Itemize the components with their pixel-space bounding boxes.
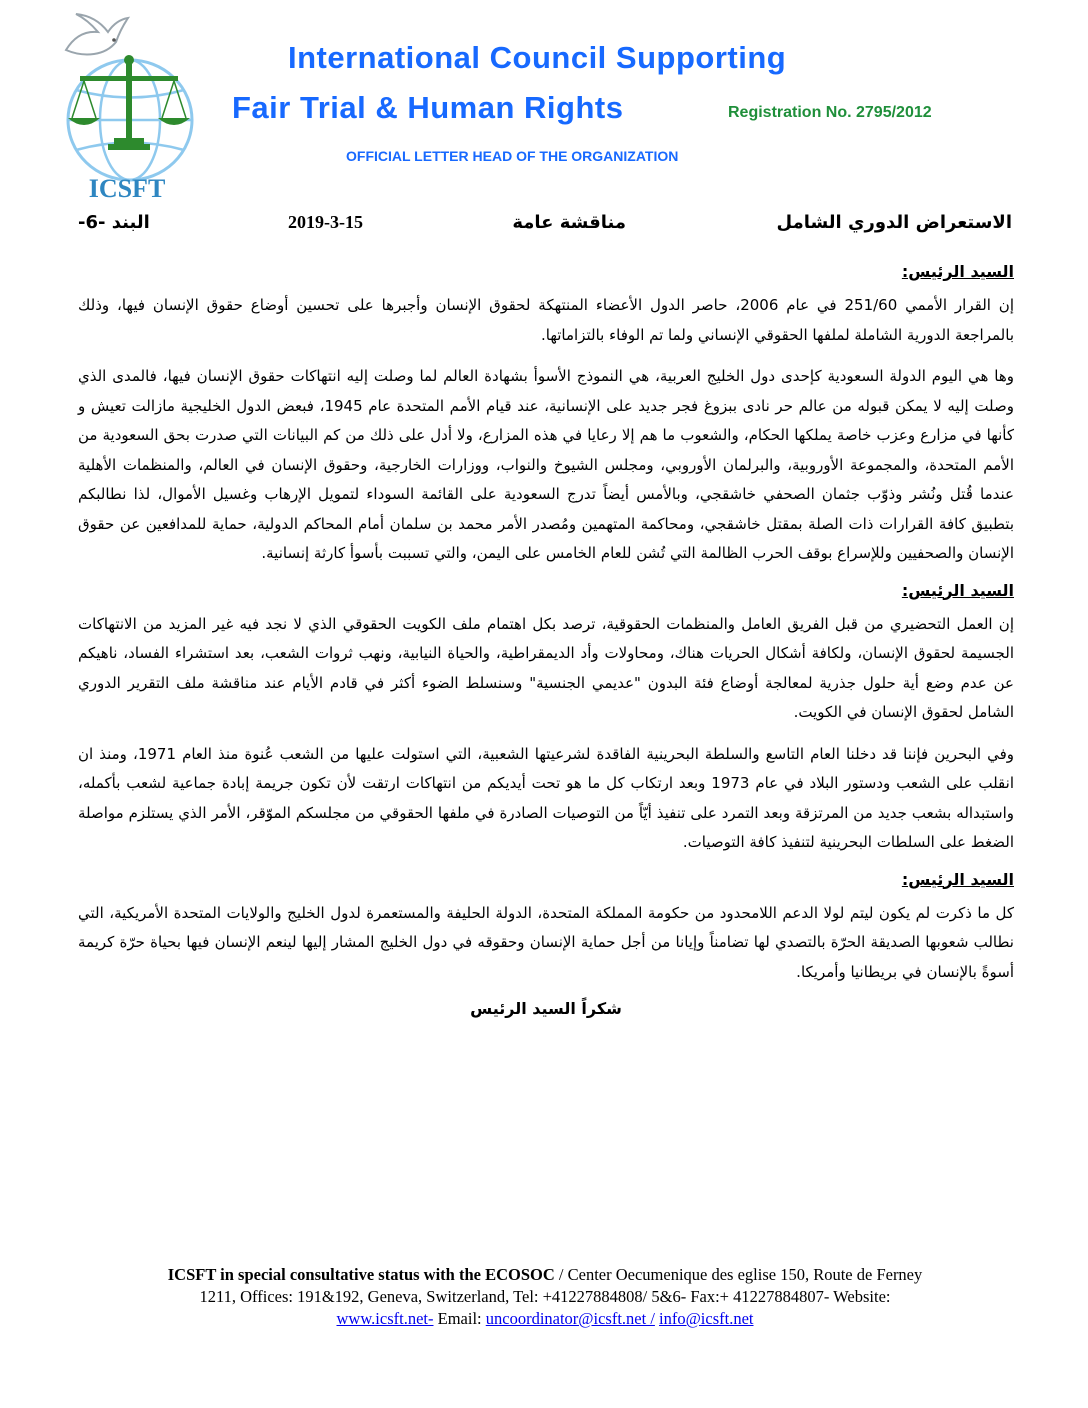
footer-line-1 bbox=[60, 1264, 1030, 1286]
email-link-coordinator[interactable]: uncoordinator@icsft.net / bbox=[485, 1309, 655, 1328]
logo-graphic bbox=[58, 10, 198, 185]
scales-of-justice-icon bbox=[68, 55, 190, 150]
session-date: 2019-3-15 bbox=[288, 212, 363, 232]
dove-icon bbox=[66, 14, 128, 55]
footer-address-a: / Center Oecumenique des eglise 150, Route de Ferney bbox=[554, 1265, 923, 1284]
website-link[interactable]: www.icsft.net- bbox=[336, 1309, 434, 1328]
salutation-heading: السيد الرئيس: bbox=[901, 262, 1014, 281]
footer-line-3 bbox=[60, 1308, 1030, 1330]
agenda-item: البند -6- bbox=[78, 212, 150, 233]
paragraph-5: كل ما ذكرت لم يكون ليتم لولا الدعم اللامحدود من حكومة المملكة المتحدة، الدولة الحليفة والمستعمرة لدول الخليج والولايات المتحدة الأمريكية، التي نطالب شعوبها الصديقة الحرّة بالتصدي لها تضامناً وإيانا من أجل حماية الإنسان وحقوقه في دول الخليج المشار إليها لينعم الإنسان فيها بحياة حرّة كريمة أسوةً بالإنسان في بريطانيا وأمريكا. bbox=[78, 903, 1014, 981]
salutation-heading: السيد الرئيس: bbox=[901, 580, 1014, 600]
letter-body bbox=[78, 262, 1014, 1018]
session-info-row bbox=[78, 212, 1012, 248]
registration-number: Registration No. 2795/2012 bbox=[728, 104, 932, 121]
letter-footer bbox=[60, 1264, 1030, 1330]
consultative-status: ICSFT in special consultative status with the ECOSOC bbox=[167, 1265, 555, 1284]
email-label: Email: bbox=[433, 1309, 486, 1328]
paragraph-2: وها هي اليوم الدولة السعودية كإحدى دول الخليج العربية، هي النموذج الأسوأ بشهادة العالم لما وصلت إليه انتهاكات حقوق الإنسان فيها، فالمدى الذي وصلت إليه لا يمكن قبوله من عالم حر نادى ببزوغ فجر جديد على الإنسانية، عند قيام الأمم المتحدة عام 1945، فبعض الدول الخليجية مازالت تعيش و كأنها في مزارع وعزب خاصة يملكها الحكام، والشعوب ما هم إلا رعايا في هذه المزارع، ولا أدل على ذلك من كم البيانات التي صدرت بحق السعودية من الأمم المتحدة، والمجموعة الأوروبية، والبرلمان الأوروبي، ومجلس الشيوخ والنواب، ووزارات الخارجية، وحقوق الإنسان في العالم، والمنظمات الأهلية عندما قُتل ونُشر وذوّب جثمان الصحفي خاشقجي، وبالأمس أيضاً تدرج السعودية على القائمة السوداء لتمويل الإرهاب وغسيل الأموال، لذا نطالبكم بتطبيق كافة القرارات ذات الصلة بمقتل خاشقجي، ومحاكمة المتهمين ومُصدر الأمر محمد بن سلمان أمام المحاكم الدولية، حماية للمدافعين عن حقوق الإنسان والصحفيين وللإسراع بوقف الحرب الظالمة التي تُشن للعام الخامس على اليمن، والتي تسببت بأسوأ كارثة إنسانية. bbox=[78, 367, 1014, 562]
logo-wordmark: ICSFT bbox=[88, 174, 166, 203]
paragraph-3: إن العمل التحضيري من قبل الفريق العامل والمنظمات الحقوقية، ترصد بكل اهتمام ملف الكويت الحقوقي الذي لا نجد فيه غير المزيد من الانتهاكات الجسيمة لحقوق الإنسان، ولكافة أشكال الحريات هناك، ومحاولات وأد الديمقراطية، والحياة النيابية، ونهب ثروات الشعب، بعد استشراء الفساد، ناهيكم عن عدم وضع أية حلول جذرية لمعالجة أوضاع فئة البدون "عديمي الجنسية" وسنسلط الضوء أكثر في قادم الأيام عند مناقشة ملف التقرير الدوري الشامل لحقوق الإنسان في الكويت. bbox=[78, 614, 1014, 721]
salutation-heading: السيد الرئيس: bbox=[901, 869, 1014, 889]
paragraph-1: إن القرار الأممي 251/60 في عام 2006، حاصر الدول الأعضاء المنتهكة لحقوق الإنسان وأجبرها على تحسين أوضاع حقوق الإنسان فيها، وذلك بالمراجعة الدورية الشاملة لملفها الحقوقي الإنساني ولما تم الوفاء بالتزاماتها. bbox=[78, 296, 1014, 344]
debate-type: مناقشة عامة bbox=[512, 212, 626, 233]
closing-thanks: شكراً السيد الرئيس bbox=[470, 999, 622, 1018]
session-title: الاستعراض الدوري الشامل bbox=[776, 212, 1012, 233]
organization-title-line-2: Fair Trial & Human Rights bbox=[232, 90, 624, 125]
letterhead-note: OFFICIAL LETTER HEAD OF THE ORGANIZATION bbox=[346, 148, 679, 164]
email-link-info[interactable]: info@icsft.net bbox=[659, 1309, 754, 1328]
footer-address-b: 1211, Offices: 191&192, Geneva, Switzerland, Tel: +41227884808/ 5&6- Fax:+ 41227884807- Website: bbox=[199, 1287, 891, 1306]
paragraph-4: وفي البحرين فإننا قد دخلنا العام التاسع والسلطة البحرينية الفاقدة لشرعيتها الشعبية، التي استولت عليها من الشعب عُنوة منذ العام 1971، ومنذ ان انقلب على الشعب ودستور البلاد في عام 1973 وبعد ارتكاب كل ما هو تحت أيديكم من انتهاكات ارتقت لأن تكون جريمة إبادة جماعية لشعب بأكمله، واستبداله بشعب جديد من المرتزقة وبعد التمرد على تنفيذ أيّاً من التوصيات الصادرة في ملفها الحقوقي من مجلسكم الموّقر، الأمر الذي يستلزم مواصلة الضغط على السلطات البحرينية لتنفيذ كافة التوصيات. bbox=[78, 744, 1015, 851]
organization-title-line-1: International Council Supporting bbox=[288, 40, 787, 75]
